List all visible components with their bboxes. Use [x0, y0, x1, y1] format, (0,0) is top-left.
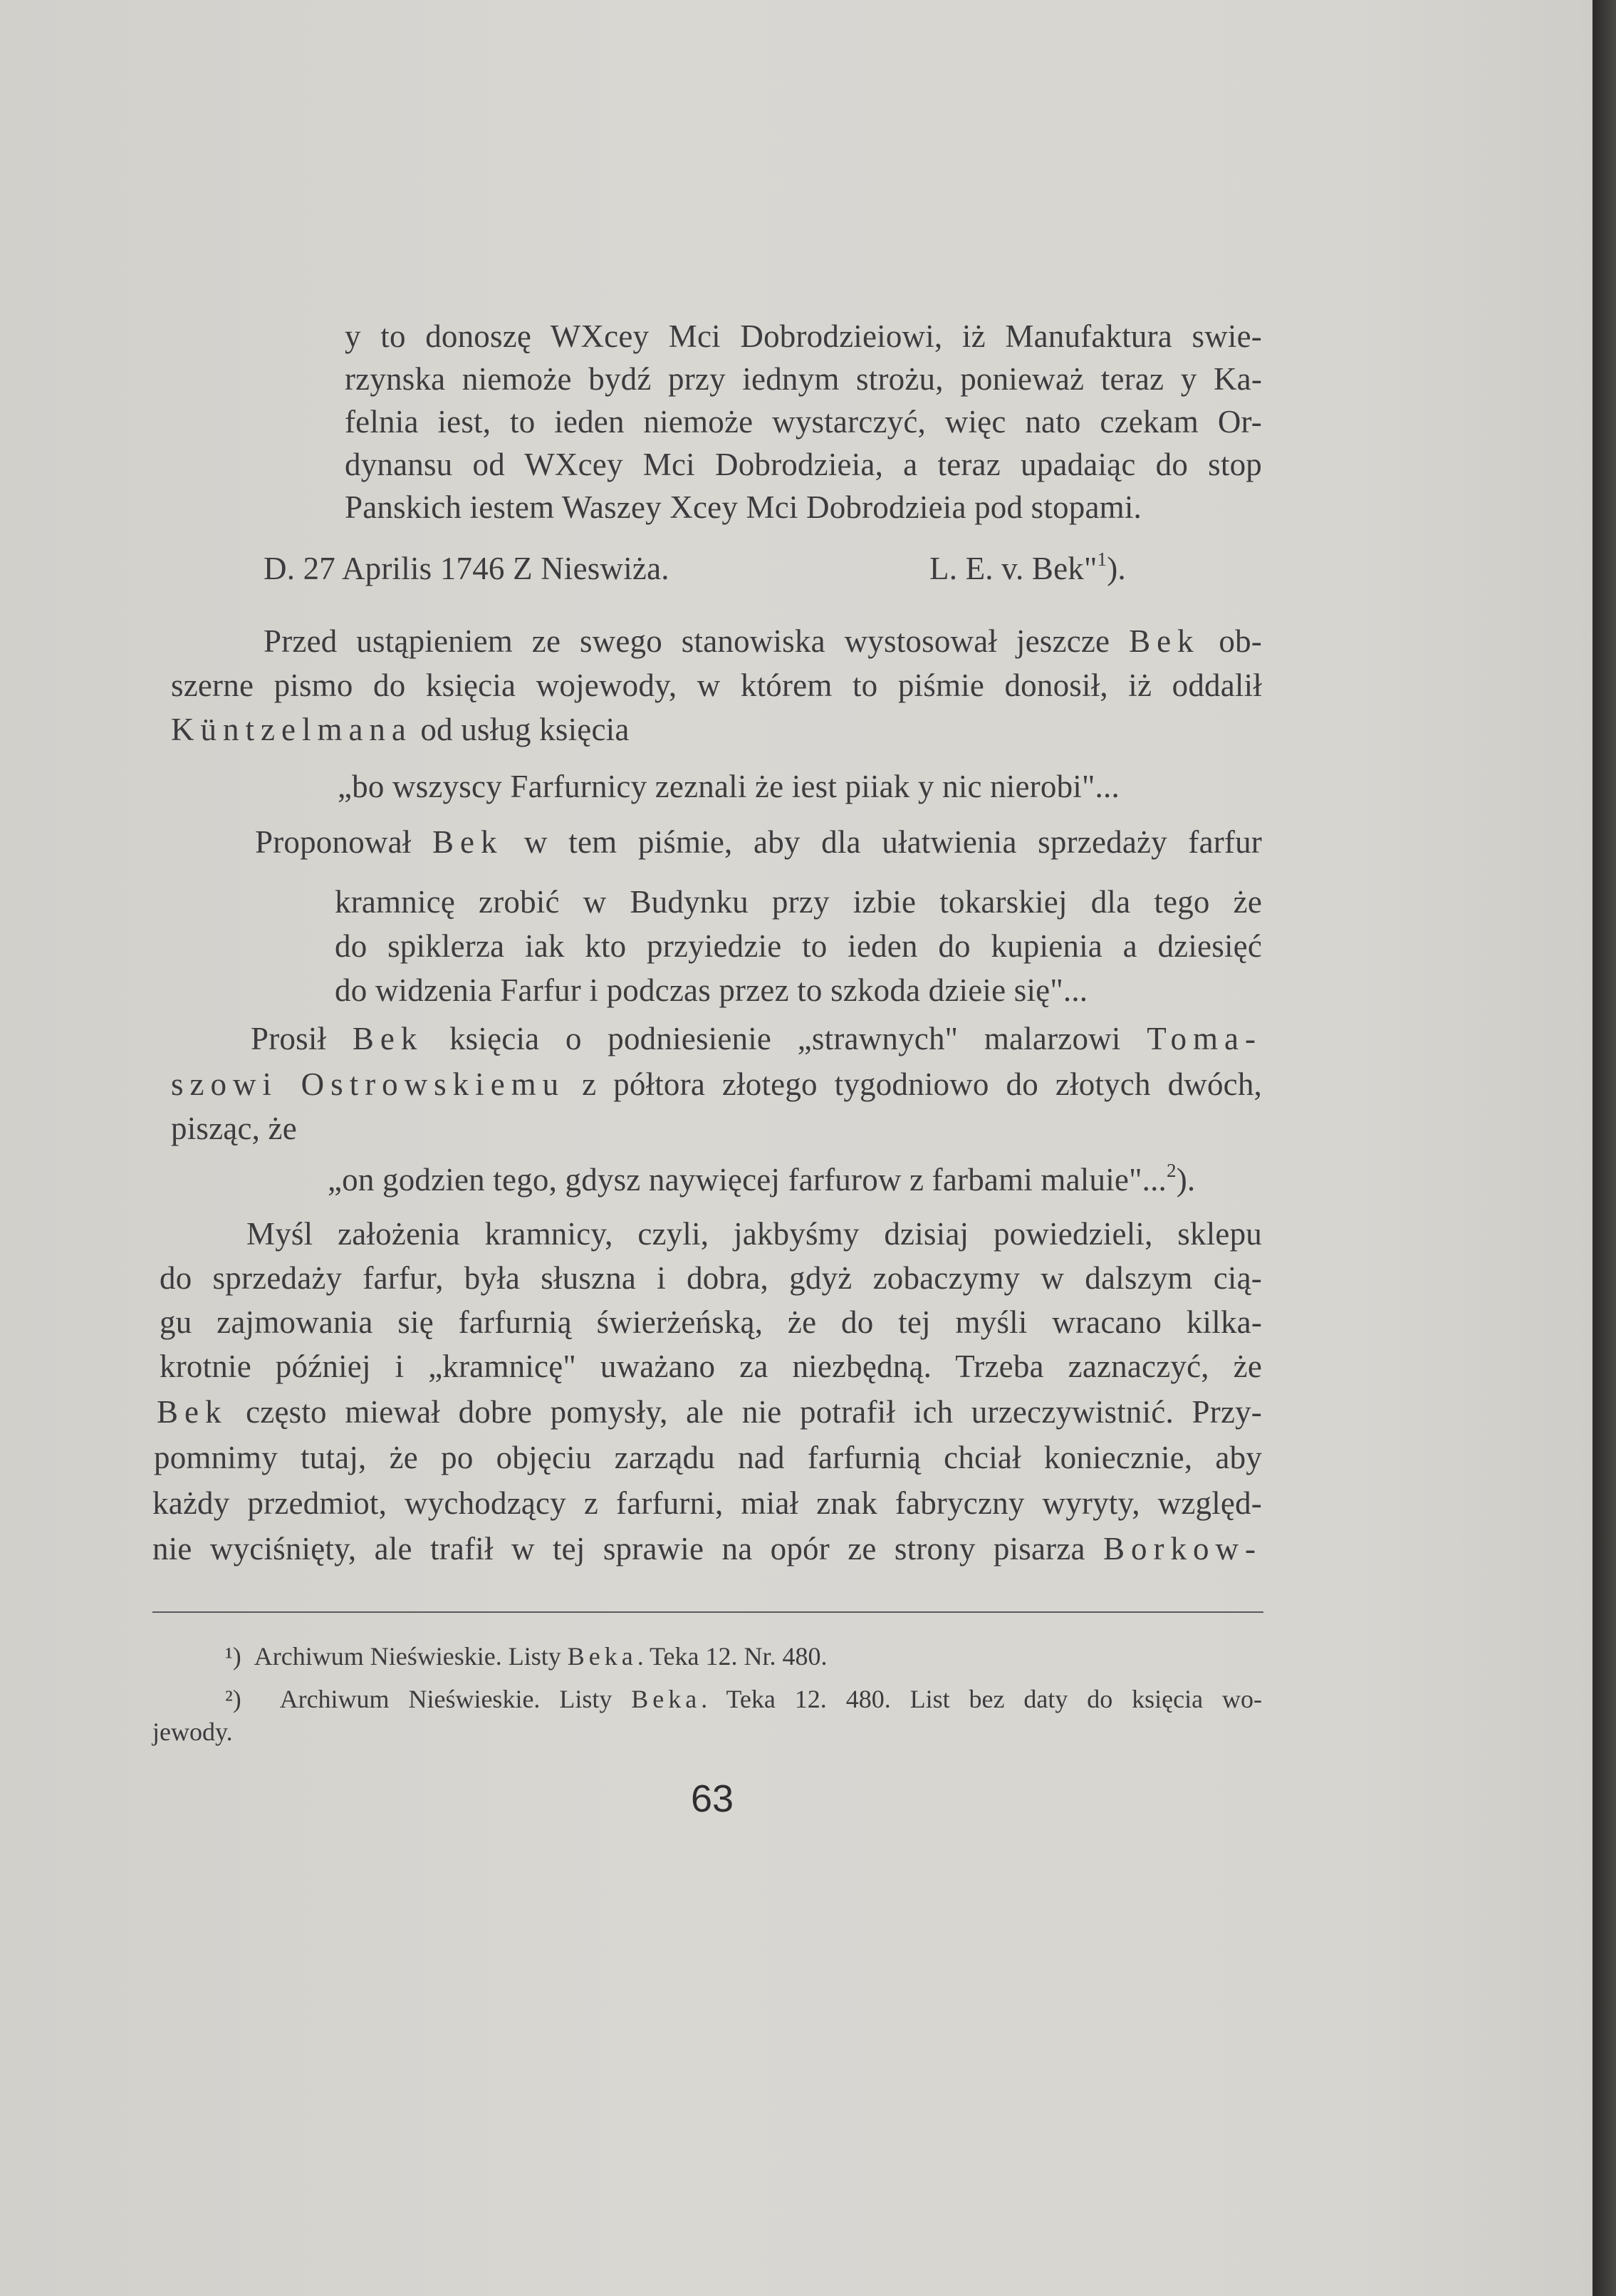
text-run: nie wyciśnięty, ale trafił w tej sprawie na opór ze strony pisarza [152, 1531, 1104, 1567]
letter-line: rzynska niemoże bydź przy iednym strożu, ponieważ teraz y Ka- [345, 361, 1262, 397]
text-run: Archiwum Nieświeskie. Listy [254, 1642, 568, 1671]
body-line [171, 1063, 1262, 1106]
page-number: 63 [690, 1777, 734, 1820]
letter-line: Panskich iestem Waszey Xcey Mci Dobrodzieia pod stopami. [345, 489, 1142, 525]
body-line [251, 1017, 1262, 1060]
footnote [225, 1638, 827, 1674]
spaced-name: Küntzelmana [171, 712, 412, 747]
text-run: księcia o podniesienie „strawnych" malarzowi [423, 1021, 1147, 1056]
body-line: do sprzedaży farfur, była słuszna i dobra, gdyż zobaczymy w dalszym cią- [160, 1260, 1262, 1296]
body-line [171, 708, 630, 751]
page-edge-shadow [1592, 0, 1616, 2296]
block-quote: „bo wszyscy Farfurnicy zeznali że iest piiak y nic nierobi"... [338, 769, 1120, 804]
spaced-name: Bek [352, 1021, 424, 1056]
body-line [255, 821, 1262, 863]
body-line [152, 1527, 1262, 1570]
quote-line: kramnicę zrobić w Budynku przy izbie tokarskiej dla tego że [335, 884, 1262, 920]
quote-line: do spiklerza iak kto przyiedzie to ieden do kupienia a dziesięć [335, 928, 1262, 964]
footnote-mark: ¹) [225, 1642, 241, 1671]
footnote-continuation: jewody. [152, 1718, 233, 1746]
body-line [157, 1391, 1262, 1433]
body-line: pomnimy tutaj, że po objęciu zarządu nad farfurnią chciał koniecznie, aby [154, 1440, 1262, 1475]
text-run: często miewał dobre pomysły, ale nie potrafił ich urzeczywistnić. Przy- [227, 1394, 1262, 1430]
footnote-divider [152, 1611, 1263, 1613]
spaced-name: Borkow- [1103, 1531, 1262, 1567]
text-run: Prosił [251, 1021, 353, 1056]
body-line [264, 620, 1262, 663]
text-run: w tem piśmie, aby dla ułatwienia sprzedaży farfur [503, 824, 1262, 860]
spaced-name: szowi Ostrowskiemu [171, 1066, 565, 1102]
letter-date-place: D. 27 Aprilis 1746 Z Nieswiża. [264, 551, 669, 586]
text-run: Przed ustąpieniem ze swego stanowiska wystosował jeszcze [264, 623, 1130, 659]
body-line: gu zajmowania się farfurnią świerżeńską, że do tej myśli wracano kilka- [160, 1304, 1262, 1340]
letter-signature [929, 547, 1126, 590]
body-line: Myśl założenia kramnicy, czyli, jakbyśmy dzisiaj powiedzieli, sklepu [246, 1216, 1262, 1252]
text-run: od usług księcia [412, 712, 630, 747]
text-run: Archiwum Nieświeskie. Listy [279, 1685, 632, 1713]
spaced-name: Beka [631, 1685, 702, 1713]
body-line: szerne pismo do księcia wojewody, w którem to piśmie donosił, iż oddalił [171, 667, 1262, 703]
body-line: każdy przedmiot, wychodzący z farfurni, miał znak fabryczny wyryty, względ- [152, 1485, 1262, 1521]
footnote-ref: 1 [1097, 549, 1107, 571]
body-line: krotnie później i „kramnicę" uważano za niezbędną. Trzeba zaznaczyć, że [160, 1349, 1262, 1384]
text-run: ob- [1199, 623, 1262, 659]
text-run: „on godzien tego, gdysz naywięcej farfurow z farbami maluie"... [328, 1162, 1167, 1198]
block-quote [328, 1158, 1195, 1201]
spaced-name: Beka [567, 1642, 637, 1671]
body-line: pisząc, że [171, 1111, 297, 1146]
footnote-ref: 2 [1167, 1160, 1177, 1182]
spaced-name: Bek [432, 824, 504, 860]
text-run: . Teka 12. Nr. 480. [637, 1642, 828, 1671]
spaced-name: Bek [157, 1394, 228, 1430]
footnote [225, 1681, 1262, 1717]
text-run: Proponował [255, 824, 433, 860]
letter-line: dynansu od WXcey Mci Dobrodzieia, a teraz upadaiąc do stop [345, 447, 1262, 482]
text-run: z półtora złotego tygodniowo do złotych dwóch, [565, 1066, 1262, 1102]
spaced-name: Toma- [1147, 1021, 1262, 1056]
quote-line: do widzenia Farfur i podczas przez to szkoda dzieie się"... [335, 972, 1088, 1008]
spaced-name: Bek [1129, 623, 1200, 659]
signature-tail: ). [1107, 551, 1126, 586]
text-run: . Teka 12. 480. List bez daty do księcia wo- [701, 1685, 1262, 1713]
letter-line: y to donoszę WXcey Mci Dobrodzieiowi, iż Manufaktura swie- [345, 318, 1262, 354]
footnote-mark: ²) [225, 1685, 241, 1713]
text-run: ). [1176, 1162, 1196, 1198]
letter-line: felnia iest, to ieden niemoże wystarczyć, więc nato czekam Or- [345, 404, 1262, 440]
signature-text: L. E. v. Bek" [929, 551, 1098, 586]
